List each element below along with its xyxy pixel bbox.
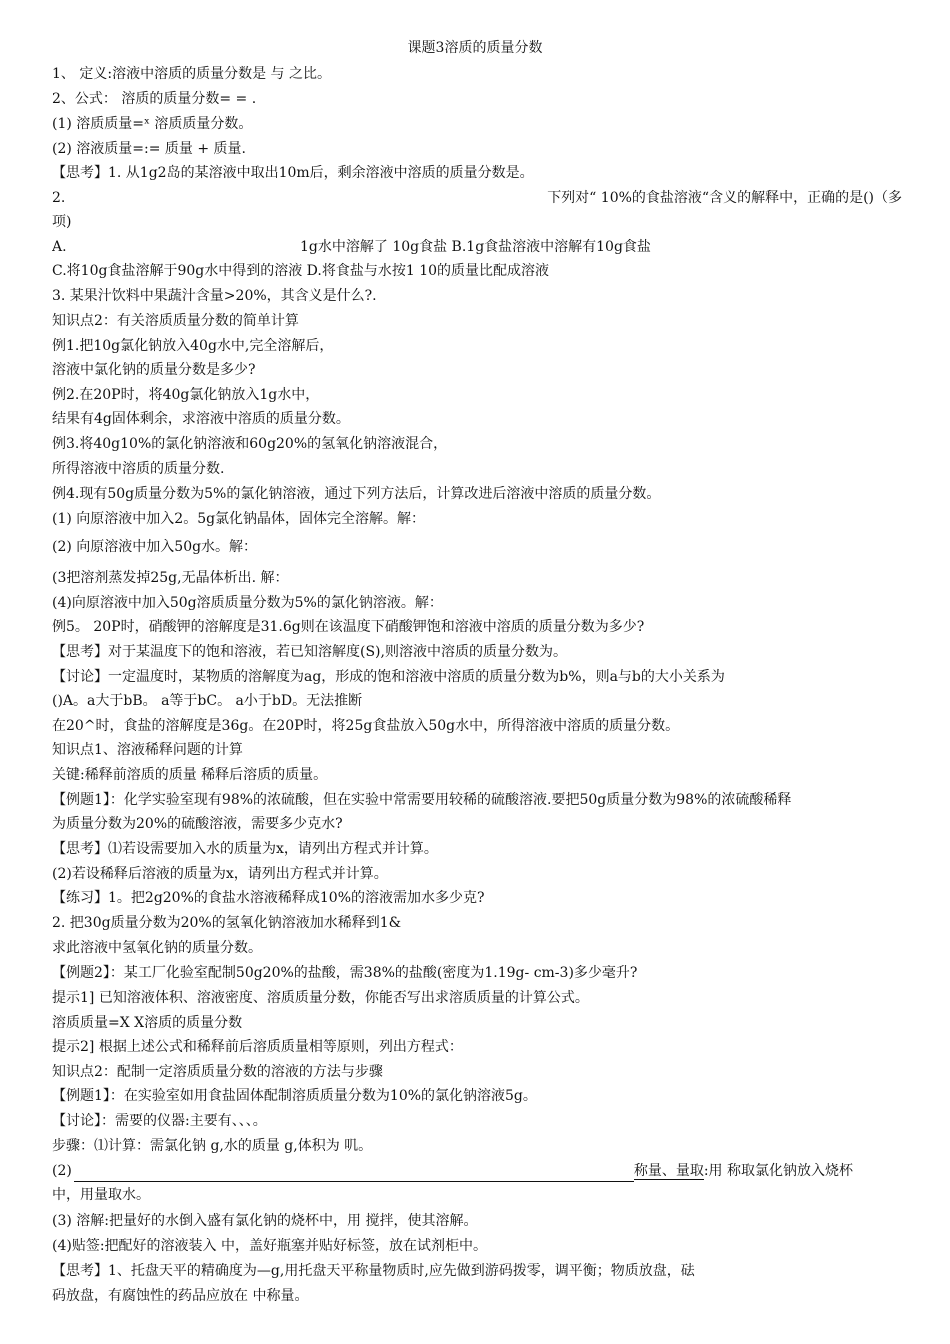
- text-line: 例1.把10g氯化钠放入40g水中,完全溶解后，: [52, 338, 334, 354]
- text-line: (1) 向原溶液中加入2。5g氯化钠晶体，固体完全溶解。解：: [52, 511, 426, 527]
- step-2-label: 称量、量取: [633, 1163, 704, 1179]
- text-line: 步骤：⑴计算：需氯化钠 g,水的质量 g,体积为 叽。: [52, 1138, 373, 1154]
- text-line: 所得溶液中溶质的质量分数.: [52, 461, 225, 477]
- question-2-text: 下列对“ 10%的食盐溶液“含义的解释中，正确的是()（多: [547, 190, 902, 206]
- step-2-number: (2): [52, 1163, 72, 1179]
- text-line: 结果有4g固体剩余，求溶液中溶质的质量分数。: [52, 411, 350, 427]
- text-line: 在20^时，食盐的溶解度是36g。在20P时，将25g食盐放入50g水中，所得溶液中溶质的质量分数。: [52, 718, 680, 734]
- text-line: 【思考】1. 从1g2岛的某溶液中取出10m后，剩余溶液中溶质的质量分数是。: [52, 165, 534, 181]
- text-line: 溶质质量=X X溶质的质量分数: [52, 1015, 243, 1031]
- text-line: 【例题1】：化学实验室现有98%的浓硫酸，但在实验中常需要用较稀的硫酸溶液.要把50g质量分数为98%的浓硫酸稀释: [52, 792, 792, 808]
- text-line: (2) 溶液质量=:= 质量 + 质量.: [52, 141, 246, 157]
- text-line: 【思考】对于某温度下的饱和溶液，若已知溶解度(S),则溶液中溶质的质量分数为。: [52, 644, 567, 660]
- section-heading: 知识点1、溶液稀释问题的计算: [52, 742, 243, 758]
- text-line: C.将10g食盐溶解于90g水中得到的溶液 D.将食盐与水按1 10的质量比配成溶液: [52, 263, 550, 279]
- text-line: 例3.将40g10%的氯化钠溶液和60g20%的氢氧化钠溶液混合，: [52, 436, 448, 452]
- text-line: 【讨论】一定温度时，某物质的溶解度为ag，形成的饱和溶液中溶质的质量分数为b%，则a与b的大小关系为: [52, 669, 725, 685]
- text-line: (4)贴签:把配好的溶液装入 中，盖好瓶塞并贴好标签，放在试剂柜中。: [52, 1238, 487, 1254]
- text-line: (4)向原溶液中加入50g溶质质量分数为5%的氯化钠溶液。解：: [52, 595, 443, 611]
- text-line: 中，用量取水。: [52, 1187, 150, 1203]
- section-heading: 知识点2：配制一定溶质质量分数的溶液的方法与步骤: [52, 1064, 383, 1080]
- text-line: (3) 溶解:把量好的水倒入盛有氯化钠的烧杯中，用 搅拌，使其溶解。: [52, 1213, 478, 1229]
- text-line: 例5。 20P时，硝酸钾的溶解度是31.6g则在该温度下硝酸钾饱和溶液中溶质的质量分数为多少?: [52, 619, 645, 635]
- text-line: (2)若设稀释后溶液的质量为x，请列出方程式并计算。: [52, 866, 388, 882]
- option-a-text: 1g水中溶解了 10g食盐 B.1g食盐溶液中溶解有10g食盐: [300, 239, 651, 255]
- text-line: 项): [52, 214, 72, 230]
- step-2-line: [52, 1161, 902, 1182]
- text-line: 关键:稀释前溶质的质量 稀释后溶质的质量。: [52, 767, 328, 783]
- text-line: 例4.现有50g质量分数为5%的氯化钠溶液，通过下列方法后，计算改进后溶液中溶质的质量分数。: [52, 486, 661, 502]
- page-title: 课题3溶质的质量分数: [407, 40, 543, 56]
- text-line: ()A。a大于bB。 a等于bC。 a小于bD。无法推断: [52, 693, 363, 709]
- text-line: 为质量分数为20%的硫酸溶液，需要多少克水?: [52, 816, 343, 832]
- text-line: 3. 某果汁饮料中果蔬汁含量>20%，其含义是什么?.: [52, 288, 377, 304]
- option-a-label: A.: [52, 239, 67, 255]
- text-line: 2. 把30g质量分数为20%的氢氧化钠溶液加水稀释到1&: [52, 915, 402, 931]
- text-line: 码放盘，有腐蚀性的药品应放在 中称量。: [52, 1288, 309, 1304]
- text-line: 溶液中氯化钠的质量分数是多少?: [52, 362, 256, 378]
- text-line: (1) 溶质质量=ˣ 溶质质量分数。: [52, 116, 253, 132]
- text-line: 【讨论】：需要的仪器:主要有、、、。: [52, 1113, 267, 1129]
- question-2-line: [52, 188, 902, 208]
- question-2-number: 2.: [52, 190, 66, 206]
- text-line: 2、公式： 溶质的质量分数= = .: [52, 91, 257, 107]
- text-line: 【例题1】：在实验室如用食盐固体配制溶质质量分数为10%的氯化钠溶液5g。: [52, 1088, 537, 1104]
- text-line: 例2.在20P时，将40g氯化钠放入1g水中，: [52, 387, 320, 403]
- text-line: (2) 向原溶液中加入50g水。解：: [52, 539, 258, 555]
- section-heading: 知识点2：有关溶质质量分数的简单计算: [52, 313, 299, 329]
- text-line: 提示2] 根据上述公式和稀释前后溶质质量相等原则，列出方程式：: [52, 1039, 463, 1055]
- text-line: 【练习】1。把2g20%的食盐水溶液稀释成10%的溶液需加水多少克?: [52, 890, 485, 906]
- text-line: 【思考】⑴若设需要加入水的质量为x，请列出方程式并计算。: [52, 841, 438, 857]
- text-line: (3把溶剂蒸发掉25g,无晶体析出. 解：: [52, 570, 289, 586]
- option-a-line: [52, 237, 902, 257]
- text-line: 【例题2】：某工厂化验室配制50g20%的盐酸，需38%的盐酸(密度为1.19g- cm-3)多少毫升?: [52, 965, 638, 981]
- text-line: 求此溶液中氢氧化钠的质量分数。: [52, 940, 262, 956]
- text-line: 1、 定义:溶液中溶质的质量分数是 与 之比。: [52, 66, 331, 82]
- text-line: 【思考】1、托盘天平的精确度为—g,用托盘天平称量物质时,应先做到游码拨零，调平衡；物质放盘，砝: [52, 1263, 695, 1279]
- text-line: 提示1] 已知溶液体积、溶液密度、溶质质量分数，你能否写出求溶质质量的计算公式。: [52, 990, 589, 1006]
- step-2-text: :用 称取氯化钠放入烧杯: [703, 1163, 854, 1179]
- fill-blank-line: [74, 1167, 634, 1182]
